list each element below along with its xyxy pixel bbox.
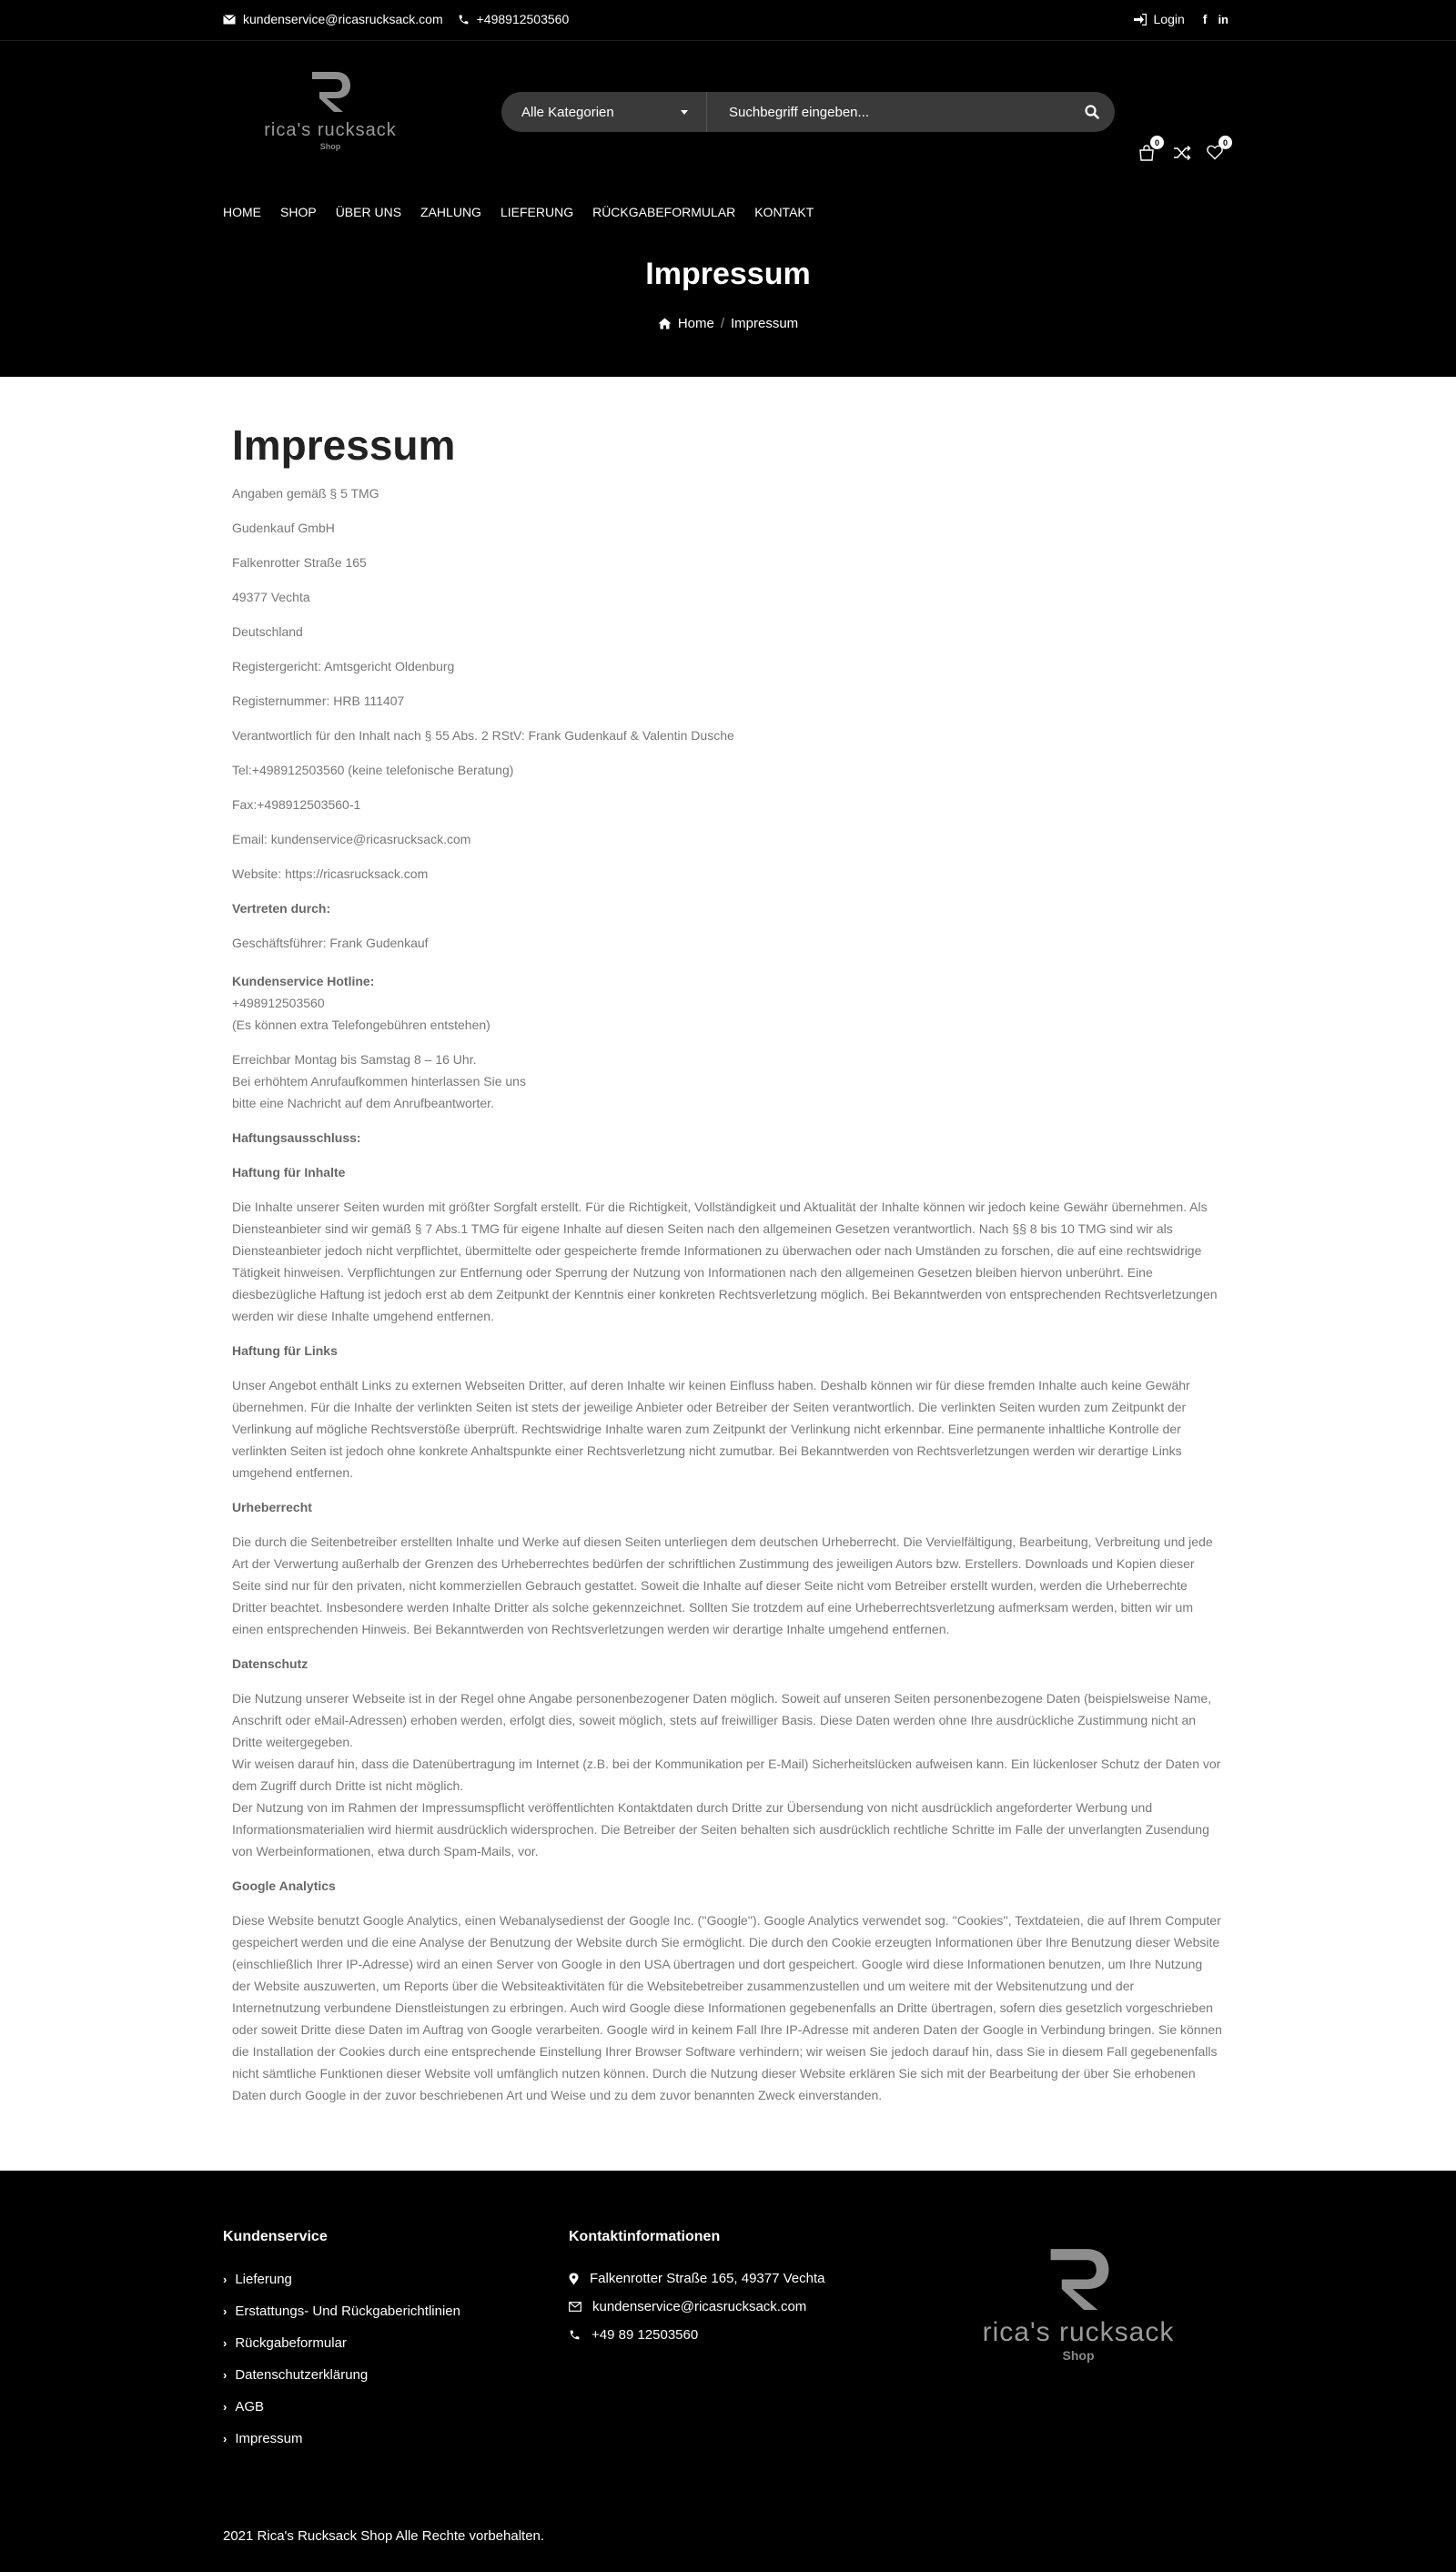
site-logo[interactable] (258, 68, 403, 150)
footer-address-text: Falkenrotter Straße 165, 49377 Vechta (590, 2271, 825, 2286)
topbar-phone-text: +498912503560 (476, 12, 570, 26)
copyright: 2021 Rica's Rucksack Shop Alle Rechte vorbehalten. (223, 2528, 545, 2544)
footer-email-text: kundenservice@ricasrucksack.com (592, 2299, 807, 2314)
logo-shop: Shop (319, 142, 341, 151)
hours-line: Bei erhöhtem Anrufaufkommen hinterlassen Sie uns (232, 1074, 526, 1089)
main-nav (0, 177, 1456, 248)
footer-col2-title: Kontaktinformationen (569, 2229, 721, 2244)
main-content (0, 377, 1456, 2171)
footer (0, 2171, 1456, 2572)
text-line: 49377 Vechta (232, 590, 310, 604)
ga-text: Diese Website benutzt Google Analytics, einen Webanalysedienst der Google Inc. (''Google''). Google Analytics verwendet sog. ''Cookies'', Textdateien, die auf Ihrem Computer gespeichert werden und die eine Analyse der Benutzung der Website durch Sie ermöglicht. Die durch den Cookie erzeugten Informationen über Ihre Benutzung dieser Website (einschließlich Ihrer IP-Adresse) wird an einen Server von Google in den USA übertragen und dort gespeichert. Google wird diese Informationen benutzen, um Ihre Nutzung der Website auszuwerten, um Reports über die Websiteaktivitäten für die Websitebetreiber zusammenzustellen und um weitere mit der Websitenutzung und der Internetnutzung verbundene Dienstleistungen zu erbringen. Auch wird Google diese Informationen gegebenenfalls an Dritte übertragen, sofern dies gesetzlich vorgeschrieben oder soweit Dritte diese Daten im Auftrag von Google verarbeiten. Google wird in keinem Fall Ihre IP-Adresse mit anderen Daten der Google in Verbindung bringen. Sie können die Installation der Cookies durch eine entsprechende Einstellung Ihrer Browser Software verhindern; wir weisen Sie jedoch darauf hin, dass Sie in diesem Fall gegebenenfalls nicht sämtliche Funktionen dieser Website voll umfänglich nutzen können. Durch die Nutzung dieser Website erklären Sie sich mit der Bearbeitung der über Sie erhobenen Daten durch Google in der zuvor beschriebenen Art und Weise und zu dem zuvor benannten Zweck einverstanden. (232, 1913, 1222, 2102)
home-icon (658, 318, 672, 329)
footer-col1-title: Kundenservice (223, 2229, 328, 2244)
footer-link-label: Erstattungs- Und Rückgaberichtlinien (235, 2304, 460, 2319)
text-line: Deutschland (232, 624, 303, 639)
hotline-title: Kundenservice Hotline: (232, 974, 375, 988)
banner-title: Impressum (645, 257, 811, 291)
vertreten-title: Vertreten durch: (232, 901, 331, 916)
logo-wordmark: rica's rucksack (264, 120, 397, 140)
text-line: Tel:+498912503560 (keine telefonische Beratung) (232, 763, 514, 777)
footer-phone[interactable] (569, 2327, 825, 2343)
datenschutz-text: Wir weisen darauf hin, dass die Datenübertragung im Internet (z.B. bei der Kommunikation per E-Mail) Sicherheitslücken aufweisen kann. Ein lückenloser Schutz der Daten vor dem Zugriff durch Dritte ist nicht möglich. (232, 1757, 1221, 1793)
footer-logo[interactable] (965, 2243, 1192, 2363)
text-line: Registergericht: Amtsgericht Oldenburg (232, 659, 455, 673)
nav-kontakt[interactable]: KONTAKT (754, 205, 814, 219)
text-line: Registernummer: HRB 111407 (232, 694, 405, 708)
footer-link[interactable] (223, 2367, 460, 2383)
breadcrumb-home[interactable]: Home (677, 316, 714, 331)
envelope-icon (569, 2302, 581, 2312)
page-title-banner (0, 248, 1456, 377)
chevron-right-icon: › (223, 2400, 228, 2414)
login-link[interactable] (1134, 12, 1185, 26)
inhalte-text: Die Inhalte unserer Seiten wurden mit größter Sorgfalt erstellt. Für die Richtigkeit, Vollständigkeit und Aktualität der Inhalte können wir jedoch keine Gewähr übernehmen. Als Diensteanbieter sind wir gemäß § 7 Abs.1 TMG für eigene Inhalte auf diesen Seiten nach den allgemeinen Gesetzen verantwortlich. Nach §§ 8 bis 10 TMG sind wir als Diensteanbieter jedoch nicht verpflichtet, übermittelte oder gespeicherte fremde Informationen zu überwachen oder nach Umständen zu forschen, die auf eine rechtswidrige Tätigkeit hinweisen. Verpflichtungen zur Entfernung oder Sperrung der Nutzung von Informationen nach den allgemeinen Gesetzen bleiben hiervon unberührt. Eine diesbezügliche Haftung ist jedoch erst ab dem Zeitpunkt der Kenntnis einer konkreten Rechtsverletzung möglich. Bei Bekanntwerden von entsprechenden Rechtsverletzungen werden wir diese Inhalte umgehend entfernen. (232, 1200, 1218, 1323)
nav-rueckgabeformular[interactable]: RÜCKGABEFORMULAR (592, 205, 736, 219)
datenschutz-text: Die Nutzung unserer Webseite ist in der Regel ohne Angabe personenbezogener Daten möglich. Soweit auf unseren Seiten personenbezogene Daten (beispielsweise Name, Anschrift oder eMail-Adressen) erhoben werden, erfolgt dies, soweit möglich, stets auf freiwilliger Basis. Diese Daten werden ohne Ihre ausdrückliche Zustimmung nicht an Dritte weitergegeben. (232, 1691, 1212, 1749)
logo-r-mark (307, 68, 354, 114)
cart-count-badge: 0 (1150, 136, 1164, 149)
chevron-right-icon: › (223, 2304, 228, 2318)
compare-button[interactable] (1173, 145, 1191, 166)
search-bar (501, 92, 1115, 132)
footer-link[interactable] (223, 2399, 460, 2415)
page-title: Impressum (232, 421, 456, 469)
text-line: Email: kundenservice@ricasrucksack.com (232, 832, 471, 846)
search-input[interactable] (707, 92, 1069, 132)
search-button[interactable] (1069, 92, 1115, 132)
chevron-down-icon (681, 110, 688, 115)
header (0, 41, 1456, 177)
breadcrumb-separator: / (720, 316, 724, 331)
linkedin-icon[interactable]: in (1218, 12, 1228, 26)
breadcrumb-current: Impressum (731, 316, 799, 331)
urheber-text: Die durch die Seitenbetreiber erstellten Inhalte und Werke auf diesen Seiten unterliegen dem deutschen Urheberrecht. Die Vervielfältigung, Bearbeitung, Verbreitung und jede Art der Verwertung außerhalb der Grenzen des Urheberrechtes bedürfen der schriftlichen Zustimmung des jeweiligen Autors bzw. Erstellers. Downloads und Kopien dieser Seite sind nur für den privaten, nicht kommerziellen Gebrauch gestattet. Soweit die Inhalte auf dieser Seite nicht vom Betreiber erstellt wurden, werden die Urheberrechte Dritter beachtet. Insbesondere werden Inhalte Dritter als solche gekennzeichnet. Sollten Sie trotzdem auf eine Urheberrechtsverletzung aufmerksam werden, bitten wir um einen entsprechenden Hinweis. Bei Bekanntwerden von Rechtsverletzungen werden wir derartige Inhalte umgehend entfernen. (232, 1534, 1213, 1636)
impressum-text (232, 482, 1224, 2119)
search-icon (1085, 105, 1099, 119)
chevron-right-icon: › (223, 2432, 228, 2445)
datenschutz-text: Der Nutzung von im Rahmen der Impressumspflicht veröffentlichten Kontaktdaten durch Dritte zur Übersendung von nicht ausdrücklich angeforderter Werbung und Informationsmaterialien wird hiermit ausdrücklich widersprochen. Die Betreiber der Seiten behalten sich ausdrücklich rechtliche Schritte im Falle der unverlangten Zusendung von Werbeinformationen, etwa durch Spam-Mails, vor. (232, 1800, 1209, 1858)
ga-title: Google Analytics (232, 1878, 336, 1893)
urheber-title: Urheberrecht (232, 1500, 312, 1514)
text-line: Verantwortlich für den Inhalt nach § 55 Abs. 2 RStV: Frank Gudenkauf & Valentin Dusche (232, 728, 734, 743)
footer-phone-text: +49 89 12503560 (592, 2327, 699, 2343)
footer-logo-wordmark: rica's rucksack (982, 2317, 1175, 2347)
hotline-note: (Es können extra Telefongebühren entstehen) (232, 1018, 490, 1032)
links-title: Haftung für Links (232, 1343, 338, 1358)
text-line: Gudenkauf GmbH (232, 521, 335, 535)
cart-button[interactable] (1138, 137, 1159, 166)
hours-line: Erreichbar Montag bis Samstag 8 – 16 Uhr. (232, 1052, 477, 1067)
footer-link-label: AGB (235, 2399, 265, 2415)
chevron-right-icon: › (223, 2273, 228, 2286)
datenschutz-title: Datenschutz (232, 1656, 308, 1671)
footer-link[interactable] (223, 2304, 460, 2319)
shuffle-icon (1173, 145, 1191, 161)
facebook-icon[interactable]: f (1202, 12, 1208, 26)
footer-link-label: Rückgabeformular (235, 2335, 347, 2351)
hotline-number: +498912503560 (232, 996, 325, 1010)
chevron-right-icon: › (223, 2368, 228, 2382)
footer-link-label: Lieferung (235, 2272, 292, 2287)
text-line: Fax:+498912503560-1 (232, 797, 361, 812)
haftung-title: Haftungsausschluss: (232, 1130, 361, 1145)
chevron-right-icon: › (223, 2336, 228, 2350)
text-line: Website: https://ricasrucksack.com (232, 866, 429, 881)
links-text: Unser Angebot enthält Links zu externen Webseiten Dritter, auf deren Inhalte wir keinen Einfluss haben. Deshalb können wir für diese fremden Inhalte auch keine Gewähr übernehmen. Für die Inhalte der verlinkten Seiten ist stets der jeweilige Anbieter oder Betreiber der Seiten verantwortlich. Die verlinkten Seiten wurden zum Zeitpunkt der Verlinkung auf mögliche Rechtsverstöße überprüft. Rechtswidrige Inhalte waren zum Zeitpunkt der Verlinkung nicht erkennbar. Eine permanente inhaltliche Kontrolle der verlinkten Seiten ist jedoch ohne konkrete Anhaltspunkte einer Rechtsverletzung nicht zumutbar. Bei Bekanntwerden von Rechtsverletzungen werden wir derartige Links umgehend entfernen. (232, 1378, 1190, 1480)
hours-line: bitte eine Nachricht auf dem Anrufbeantworter. (232, 1096, 494, 1110)
topbar-email-text: kundenservice@ricasrucksack.com (243, 12, 443, 26)
wishlist-button[interactable] (1207, 137, 1228, 165)
nav-home[interactable]: HOME (223, 205, 261, 219)
nav-lieferung[interactable]: LIEFERUNG (500, 205, 574, 219)
footer-link[interactable] (223, 2335, 460, 2351)
topbar-email[interactable] (223, 12, 443, 26)
category-select-label: Alle Kategorien (521, 104, 614, 120)
text-line: Angaben gemäß § 5 TMG (232, 486, 379, 501)
breadcrumb (0, 316, 1456, 331)
map-marker-icon (569, 2273, 579, 2285)
inhalte-title: Haftung für Inhalte (232, 1165, 346, 1180)
phone-icon (569, 2329, 581, 2341)
nav-zahlung[interactable]: ZAHLUNG (420, 205, 481, 219)
logo-r-mark (1042, 2243, 1115, 2313)
footer-kundenservice (223, 2229, 460, 2463)
wishlist-count-badge: 0 (1218, 136, 1232, 149)
footer-link[interactable] (223, 2272, 460, 2287)
envelope-icon (223, 15, 236, 25)
sign-in-icon (1134, 14, 1147, 25)
text-line: Falkenrotter Straße 165 (232, 555, 367, 570)
footer-kontakt (569, 2229, 825, 2343)
footer-address (569, 2271, 825, 2286)
footer-link-label: Datenschutzerklärung (235, 2367, 369, 2383)
phone-icon (458, 14, 470, 25)
footer-email[interactable] (569, 2299, 825, 2314)
topbar-phone[interactable] (458, 12, 570, 26)
nav-ueber-uns[interactable]: ÜBER UNS (335, 205, 402, 219)
category-select[interactable] (501, 92, 707, 132)
top-bar (0, 0, 1456, 41)
footer-logo-shop: Shop (1062, 2348, 1095, 2363)
nav-shop[interactable]: SHOP (280, 205, 317, 219)
vertreten-text: Geschäftsführer: Frank Gudenkauf (232, 936, 429, 950)
footer-link[interactable] (223, 2431, 460, 2446)
footer-link-label: Impressum (235, 2431, 303, 2446)
login-label: Login (1153, 12, 1185, 26)
